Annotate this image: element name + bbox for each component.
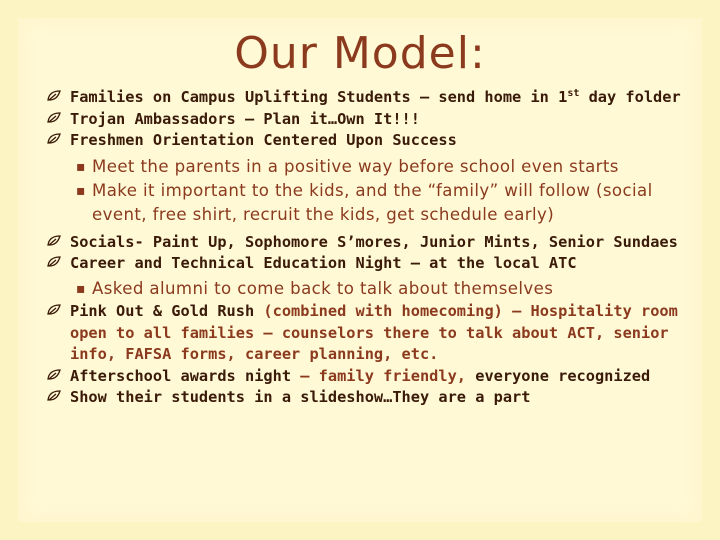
sub-bullet-text: Asked alumni to come back to talk about themselves [92,278,554,298]
sub-bullet-item [46,179,710,227]
bullet-item [46,109,710,131]
bullet-text: Afterschool awards night [70,366,292,385]
bullet-item [46,87,710,109]
bullet-text: Career and Technical Education Night – at the local ATC [70,254,577,273]
bullet-item [46,130,710,152]
leaf-bullet-icon [46,367,62,383]
bullet-text: Show their students in a slideshow…They are a part [70,388,531,407]
bullet-text-highlight: – family friendly, [291,366,476,385]
bullet-item [46,301,710,366]
slide-title: Our Model: [234,28,486,79]
leaf-bullet-icon [46,388,62,404]
leaf-bullet-icon [46,302,62,318]
bullet-text-tail: day folder [579,88,681,106]
leaf-bullet-icon [46,88,62,104]
bullet-text: Pink Out & Gold Rush [70,301,255,320]
leaf-bullet-icon [46,110,62,126]
bullet-text: Trojan Ambassadors – Plan it…Own It!!! [70,109,420,128]
bullet-item [46,232,710,254]
sub-bullet-text: Make it important to the kids, and the “family” will follow (social event, free shirt, recruit the kids, get schedule early) [92,180,653,224]
sub-bullet-text: Meet the parents in a positive way before school even starts [92,156,619,176]
bullet-text: Freshmen Orientation Centered Upon Success [70,131,457,150]
bullet-item [46,366,710,388]
bullet-list [46,87,710,409]
dot-bullet-icon: ▪ [76,158,86,175]
bullet-text: Families on Campus Uplifting Students – send home in 1 [70,88,568,106]
dot-bullet-icon: ▪ [76,280,86,297]
bullet-item [46,387,710,409]
bullet-item [46,253,710,275]
leaf-bullet-icon [46,131,62,147]
dot-bullet-icon: ▪ [76,182,86,199]
leaf-bullet-icon [46,254,62,270]
bullet-text: Socials- Paint Up, Sophomore S’mores, Junior Mints, Senior Sundaes [70,232,678,251]
superscript: st [567,87,580,99]
bullet-text-highlight: (combined with homecoming) – Hospitality room open to all families – counselors there to talk about ACT, senior info, FAFSA forms, career planning, etc. [70,301,678,364]
sub-bullet-item [46,155,710,179]
leaf-bullet-icon [46,233,62,249]
bullet-text-tail: everyone recognized [475,366,651,385]
sub-bullet-item [46,277,710,301]
